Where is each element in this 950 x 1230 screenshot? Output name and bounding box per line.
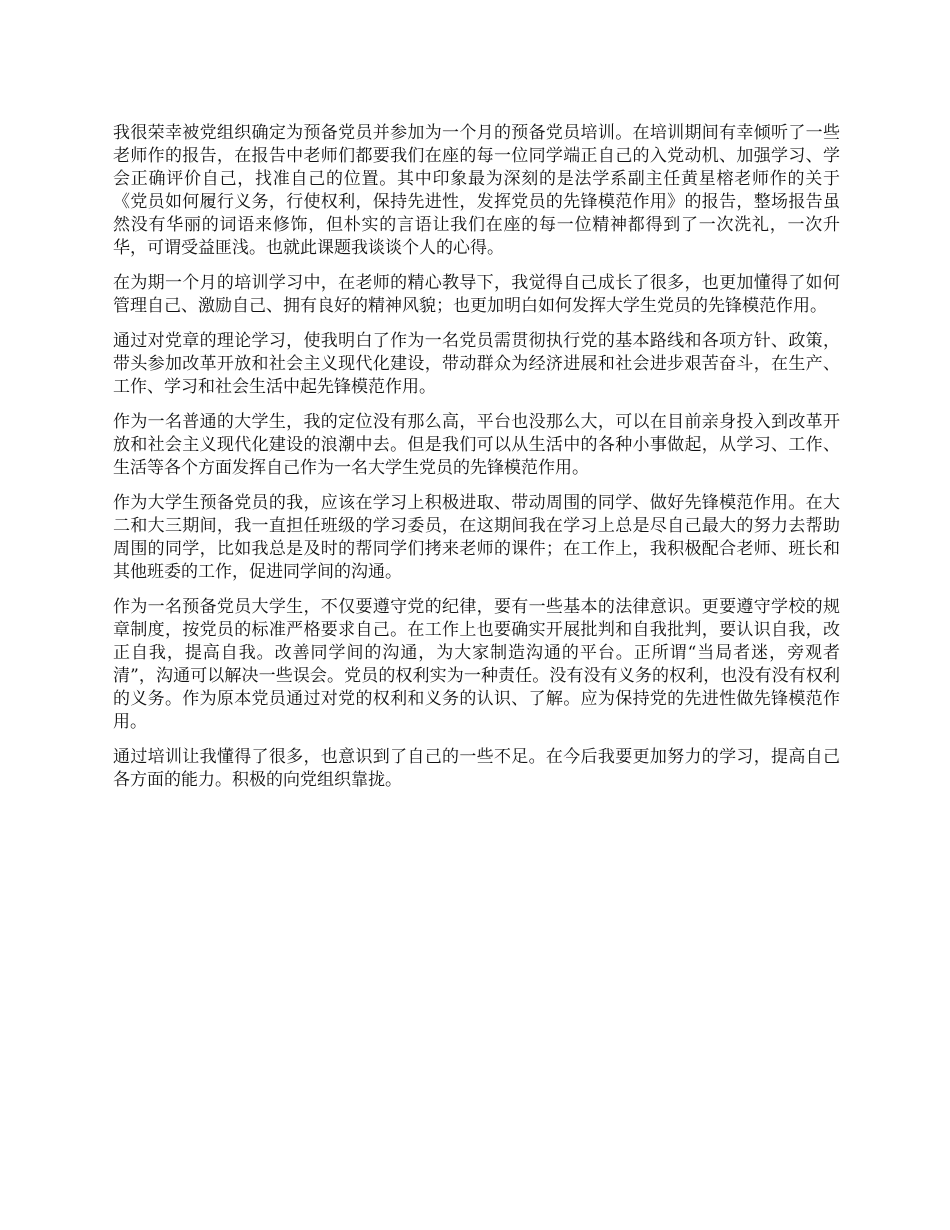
paragraph-2: 在为期一个月的培训学习中，在老师的精心教导下，我觉得自己成长了很多，也更加懂得了如何管理自己、激励自己、拥有良好的精神风貌；也更加明白如何发挥大学生党员的先锋模范作用。 xyxy=(113,273,840,316)
paragraph-1: 我很荣幸被党组织确定为预备党员并参加为一个月的预备党员培训。在培训期间有幸倾听了一些老师作的报告，在报告中老师们都要我们在座的每一位同学端正自己的入党动机、加强学习、学会正确评价自己，找准自己的位置。其中印象最为深刻的是法学系副主任黄星榕老师作的关于《党员如何履行义务，行使权利，保持先进性，发挥党员的先锋模范作用》的报告，整场报告虽然没有华丽的词语来修饰，但朴实的言语让我们在座的每一位精神都得到了一次洗礼，一次升华，可谓受益匪浅。也就此课题我谈谈个人的心得。 xyxy=(113,123,840,258)
paragraph-7: 通过培训让我懂得了很多，也意识到了自己的一些不足。在今后我要更加努力的学习，提高自己各方面的能力。积极的向党组织靠拢。 xyxy=(113,747,840,790)
paragraph-4: 作为一名普通的大学生，我的定位没有那么高，平台也没那么大，可以在目前亲身投入到改革开放和社会主义现代化建设的浪潮中去。但是我们可以从生活中的各种小事做起，从学习、工作、生活等各个方面发挥自己作为一名大学生党员的先锋模范作用。 xyxy=(113,412,840,478)
paragraph-6: 作为一名预备党员大学生，不仅要遵守党的纪律，要有一些基本的法律意识。更要遵守学校的规章制度，按党员的标准严格要求自己。在工作上也要确实开展批判和自我批判，要认识自我，改正自我，提高自我。改善同学间的沟通，为大家制造沟通的平台。正所谓“当局者迷，旁观者清”，沟通可以解决一些误会。党员的权利实为一种责任。没有没有义务的权利，也没有没有权利的义务。作为原本党员通过对党的权利和义务的认识、了解。应为保持党的先进性做先锋模范作用。 xyxy=(113,597,840,732)
paragraph-3: 通过对党章的理论学习，使我明白了作为一名党员需贯彻执行党的基本路线和各项方针、政策，带头参加改革开放和社会主义现代化建设，带动群众为经济进展和社会进步艰苦奋斗，在生产、工作、学习和社会生活中起先锋模范作用。 xyxy=(113,331,840,397)
document-body xyxy=(113,122,840,804)
paragraph-5: 作为大学生预备党员的我，应该在学习上积极进取、带动周围的同学、做好先锋模范作用。在大二和大三期间，我一直担任班级的学习委员，在这期间我在学习上总是尽自己最大的努力去帮助周围的同学，比如我总是及时的帮同学们拷来老师的课件；在工作上，我积极配合老师、班长和其他班委的工作，促进同学间的沟通。 xyxy=(113,493,840,582)
